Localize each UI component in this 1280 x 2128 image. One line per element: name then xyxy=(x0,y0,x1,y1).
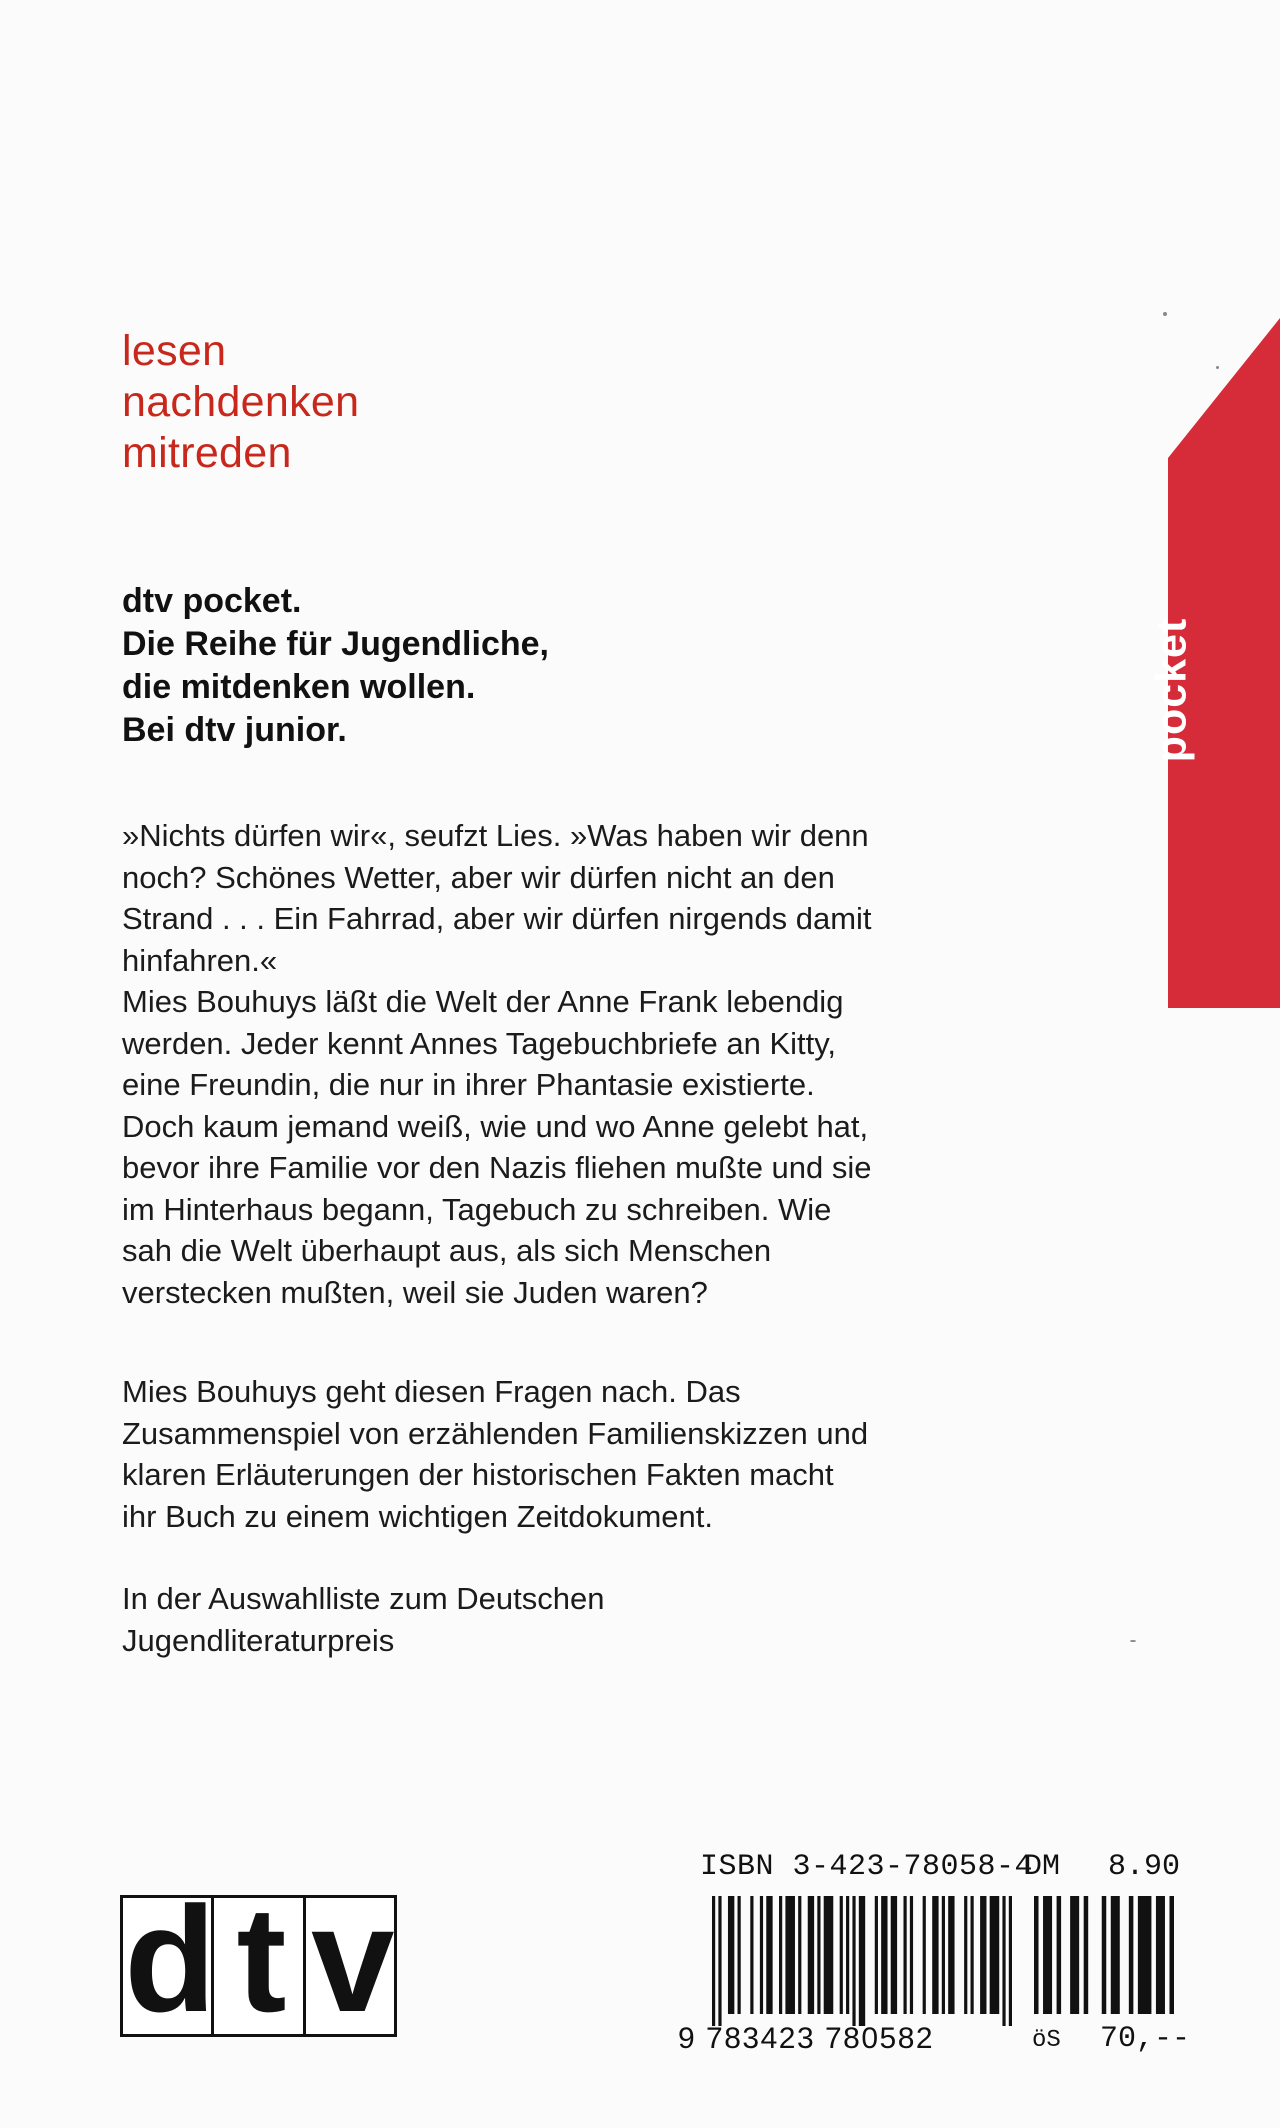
series-intro-line: dtv pocket. xyxy=(122,582,302,620)
barcode-bar xyxy=(846,1896,849,2014)
barcode-bar xyxy=(964,1896,967,2014)
price-os-value: 70,-- xyxy=(1100,2022,1191,2056)
ean-barcode xyxy=(712,1896,1012,2026)
price-os-label: öS xyxy=(1032,2027,1061,2054)
barcode-bar xyxy=(817,1896,820,2014)
barcode-bar xyxy=(923,1896,926,2014)
barcode-bar xyxy=(971,1896,974,2014)
award-note xyxy=(122,1578,952,1661)
barcode-bar xyxy=(932,1896,938,2014)
barcode-bar xyxy=(712,1896,715,2026)
award-line: Jugendliteraturpreis xyxy=(122,1622,395,1658)
blurb-line: hinfahren.« xyxy=(122,942,278,978)
barcode-bar xyxy=(1057,1896,1062,2014)
barcode-bar xyxy=(1034,1896,1039,2014)
barcode-bar xyxy=(760,1896,763,2014)
barcode-bar xyxy=(1002,1896,1005,2026)
series-intro-line: die mitdenken wollen. xyxy=(122,668,476,706)
blurb-line: ihr Buch zu einem wichtigen Zeitdokument. xyxy=(122,1498,714,1534)
tagline-line: mitreden xyxy=(122,429,292,477)
tagline-line: nachdenken xyxy=(122,378,360,426)
barcode-bar xyxy=(1009,1896,1012,2026)
barcode-bar xyxy=(1138,1896,1152,2014)
series-intro-line: Die Reihe für Jugendliche, xyxy=(122,625,549,663)
barcode-bar xyxy=(728,1896,734,2014)
series-intro-line: Bei dtv junior. xyxy=(122,711,347,749)
barcode-bar xyxy=(910,1896,913,2014)
dtv-logo xyxy=(120,1895,397,2037)
barcode-bar xyxy=(903,1896,906,2014)
award-line: In der Auswahlliste zum Deutschen xyxy=(122,1581,605,1616)
blurb-line: bevor ihre Familie vor den Nazis fliehen mußte und sie xyxy=(122,1150,872,1185)
logo-letter-t: t xyxy=(211,1898,302,2034)
barcode-bar xyxy=(1102,1896,1107,2014)
barcode-bar xyxy=(798,1896,801,2014)
blurb-line: eine Freundin, die nur in ihrer Phantasie existierte. xyxy=(122,1067,815,1102)
barcode-bar xyxy=(942,1896,945,2014)
barcode-bar xyxy=(1084,1896,1089,2014)
blurb-line: Strand . . . Ein Fahrrad, aber wir dürfen nirgends damit xyxy=(122,901,872,936)
barcode-bar xyxy=(990,1896,1000,2014)
barcode-bar xyxy=(766,1896,772,2014)
paper-speck xyxy=(1130,1640,1136,1642)
tagline-line: lesen xyxy=(122,327,227,375)
barcode-bar xyxy=(808,1896,814,2014)
price-addon-barcode xyxy=(1034,1896,1174,2026)
barcode-bar xyxy=(1070,1896,1079,2014)
blurb-line: klaren Erläuterungen der historischen Fakten macht xyxy=(122,1457,834,1492)
logo-letter-d: d xyxy=(124,1898,210,2034)
tagline xyxy=(122,326,359,479)
barcode-bar xyxy=(881,1896,887,2014)
ribbon-label: pocket xyxy=(1147,617,1196,763)
barcode-bar xyxy=(852,1896,855,2026)
paper-speck xyxy=(1216,366,1219,369)
barcode-bar xyxy=(1111,1896,1120,2014)
barcode-bar xyxy=(1129,1896,1134,2014)
isbn-label: ISBN 3-423-78058-4 xyxy=(700,1850,1034,1884)
barcode-bar xyxy=(1156,1896,1165,2014)
barcode-bar xyxy=(980,1896,986,2014)
barcode-digits: 9 783423 780582 xyxy=(678,2022,935,2055)
blurb-line: Doch kaum jemand weiß, wie und wo Anne gelebt hat, xyxy=(122,1108,869,1144)
blurb-line: »Nichts dürfen wir«, seufzt Lies. »Was haben wir denn xyxy=(122,818,869,853)
barcode-bar xyxy=(840,1896,843,2014)
barcode-bar xyxy=(1169,1896,1174,2014)
blurb-line: werden. Jeder kennt Annes Tagebuchbriefe an Kitty, xyxy=(122,1025,837,1061)
blurb-line: sah die Welt überhaupt aus, als sich Menschen xyxy=(122,1233,772,1268)
blurb-paragraph-1 xyxy=(122,815,952,1313)
paper-speck xyxy=(1163,312,1167,316)
blurb-line: Zusammenspiel von erzählenden Familienskizzen und xyxy=(122,1415,869,1451)
barcode-bar xyxy=(779,1896,782,2014)
blurb-line: Mies Bouhuys geht diesen Fragen nach. Das xyxy=(122,1374,741,1409)
barcode-bar xyxy=(738,1896,741,2014)
barcode-bar xyxy=(859,1896,865,2026)
price-dm-value: 8.90 xyxy=(1108,1850,1181,1884)
barcode-bar xyxy=(875,1896,878,2014)
series-intro xyxy=(122,580,549,752)
blurb-paragraph-2 xyxy=(122,1371,952,1537)
blurb-line: verstecken mußten, weil sie Juden waren? xyxy=(122,1274,708,1310)
barcode-bar xyxy=(891,1896,897,2014)
barcode-bar xyxy=(718,1896,721,2026)
price-dm-label: DM xyxy=(1024,1850,1061,1884)
barcode-bar xyxy=(948,1896,954,2014)
barcode-bar xyxy=(824,1896,834,2014)
barcode-bar xyxy=(785,1896,795,2014)
blurb-line: noch? Schönes Wetter, aber wir dürfen nicht an den xyxy=(122,859,835,895)
blurb-line: im Hinterhaus begann, Tagebuch zu schreiben. Wie xyxy=(122,1191,832,1227)
blurb-line: Mies Bouhuys läßt die Welt der Anne Frank lebendig xyxy=(122,984,844,1019)
barcode-bar xyxy=(1043,1896,1052,2014)
logo-letter-v: v xyxy=(303,1898,394,2034)
barcode-bar xyxy=(750,1896,753,2014)
